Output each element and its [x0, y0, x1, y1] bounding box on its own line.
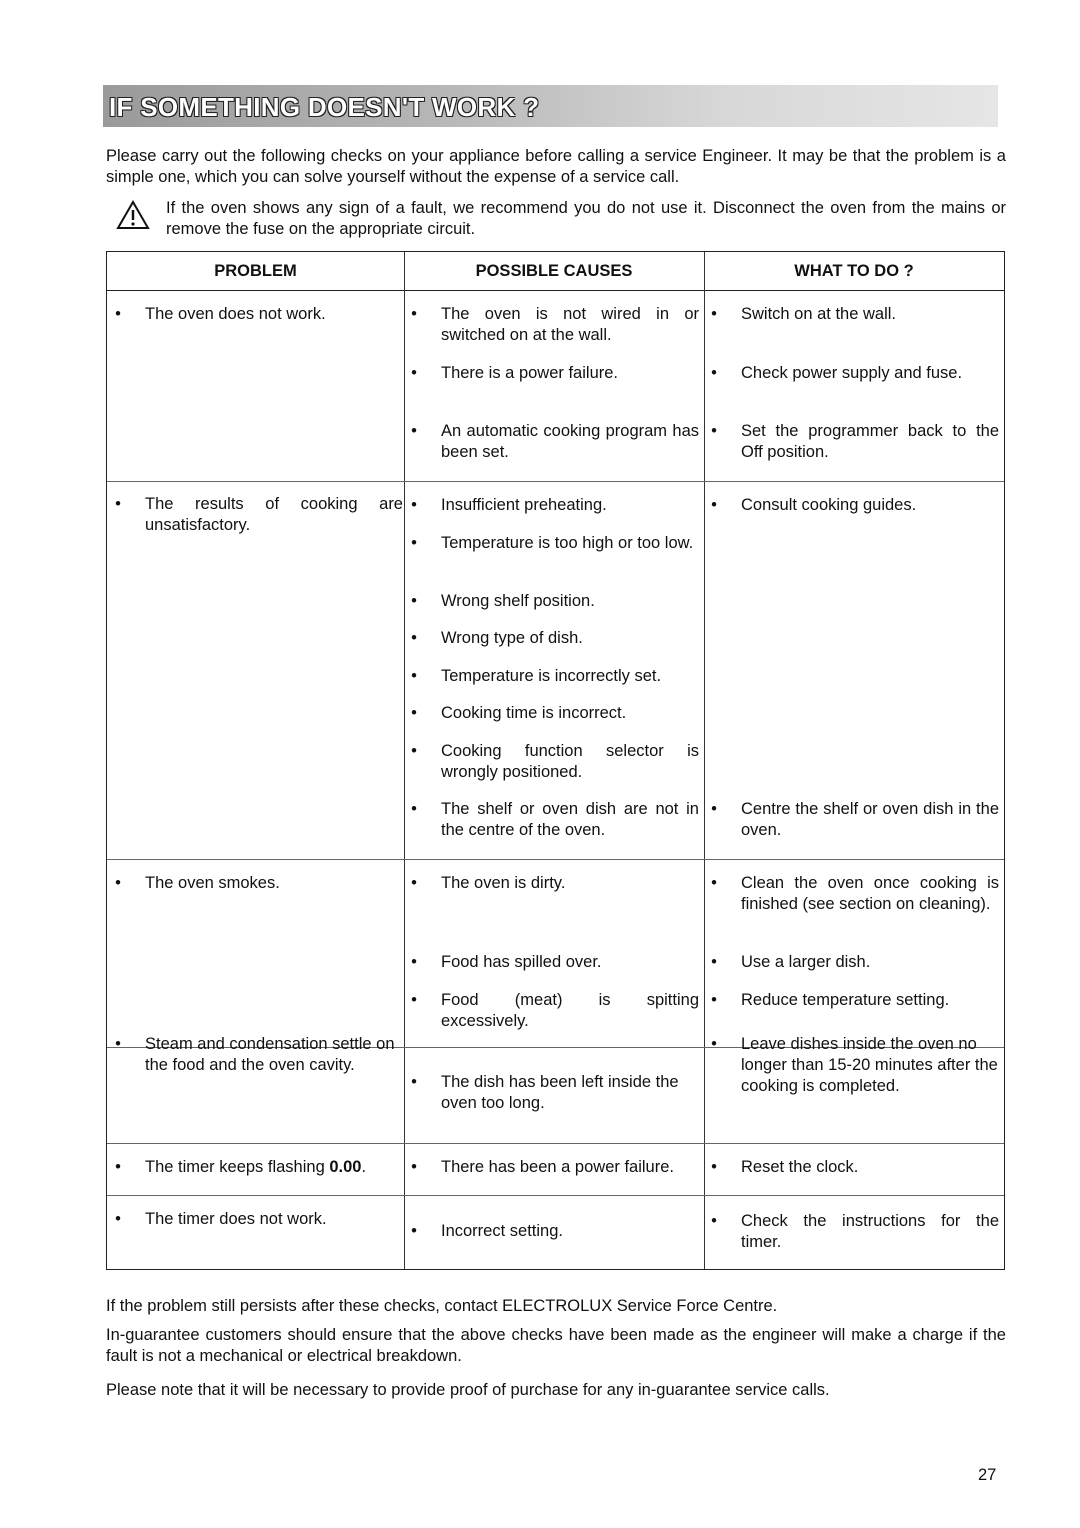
- todo-item: • Reset the clock.: [709, 1157, 999, 1178]
- cause-item: • Wrong type of dish.: [409, 628, 699, 649]
- footer-note-3: Please note that it will be necessary to provide proof of purchase for any in-guarantee service calls.: [106, 1381, 830, 1399]
- problem-cell: • The timer does not work.: [113, 1209, 403, 1230]
- problem-cell: • The oven does not work.: [113, 304, 403, 325]
- todo-item: • Set the programmer back to the Off position.: [709, 421, 999, 463]
- todo-item: • Leave dishes inside the oven no longer than 15-20 minutes after the cooking is completed.: [709, 1034, 999, 1097]
- todo-item: • Clean the oven once cooking is finished (see section on cleaning).: [709, 873, 999, 915]
- cause-item: • Incorrect setting.: [409, 1221, 699, 1242]
- header-todo: WHAT TO DO ?: [794, 262, 914, 280]
- troubleshooting-table: [106, 251, 1005, 1270]
- cause-item: • The oven is not wired in or switched on at the wall.: [409, 304, 699, 346]
- todo-item: • Switch on at the wall.: [709, 304, 999, 325]
- problem-cell: • The results of cooking are unsatisfactory.: [113, 494, 403, 536]
- problem-cell: • Steam and condensation settle on the food and the oven cavity.: [113, 1034, 403, 1076]
- cause-item: • Temperature is too high or too low.: [409, 533, 699, 554]
- footer-note-1: If the problem still persists after these checks, contact ELECTROLUX Service Force Centre.: [106, 1297, 778, 1315]
- todo-item: • Check power supply and fuse.: [709, 363, 999, 384]
- page-title: IF SOMETHING DOESN'T WORK ?: [109, 92, 540, 122]
- cause-item: • Food has spilled over.: [409, 952, 699, 973]
- cause-item: • The dish has been left inside the oven too long.: [409, 1072, 699, 1114]
- header-causes: POSSIBLE CAUSES: [475, 262, 633, 280]
- problem-cell: • The oven smokes.: [113, 873, 403, 894]
- todo-item: • Centre the shelf or oven dish in the oven.: [709, 799, 999, 841]
- cause-item: • There is a power failure.: [409, 363, 699, 384]
- cause-item: • Cooking time is incorrect.: [409, 703, 699, 724]
- todo-item: • Use a larger dish.: [709, 952, 999, 973]
- warning-icon: [116, 200, 150, 230]
- timer-value: 0.00: [329, 1158, 362, 1176]
- cause-item: • There has been a power failure.: [409, 1157, 699, 1178]
- cause-item: • Food (meat) is spitting excessively.: [409, 990, 699, 1032]
- cause-item: • An automatic cooking program has been set.: [409, 421, 699, 463]
- cause-item: • Insufficient preheating.: [409, 495, 699, 516]
- header-problem: PROBLEM: [214, 262, 297, 280]
- todo-item: • Check the instructions for the timer.: [709, 1211, 999, 1253]
- intro-paragraph: Please carry out the following checks on your appliance before calling a service Engineer. It may be that the problem is a simple one, which you can solve yourself without the expense of a service call.: [106, 147, 1006, 186]
- problem-cell: • The timer keeps flashing 0.00.: [113, 1157, 403, 1178]
- todo-item: • Consult cooking guides.: [709, 495, 999, 516]
- cause-item: • The oven is dirty.: [409, 873, 699, 894]
- warning-text: If the oven shows any sign of a fault, we recommend you do not use it. Disconnect the oven from the mains or remove the fuse on the appropriate circuit.: [166, 199, 1006, 238]
- page-number: 27: [978, 1466, 997, 1484]
- cause-item: • The shelf or oven dish are not in the centre of the oven.: [409, 799, 699, 841]
- todo-item: • Reduce temperature setting.: [709, 990, 999, 1011]
- cause-item: • Wrong shelf position.: [409, 591, 699, 612]
- cause-item: • Cooking function selector is wrongly positioned.: [409, 741, 699, 783]
- footer-note-2: In-guarantee customers should ensure that the above checks have been made as the engineer will make a charge if the fault is not a mechanical or electrical breakdown.: [106, 1326, 1006, 1365]
- cause-item: • Temperature is incorrectly set.: [409, 666, 699, 687]
